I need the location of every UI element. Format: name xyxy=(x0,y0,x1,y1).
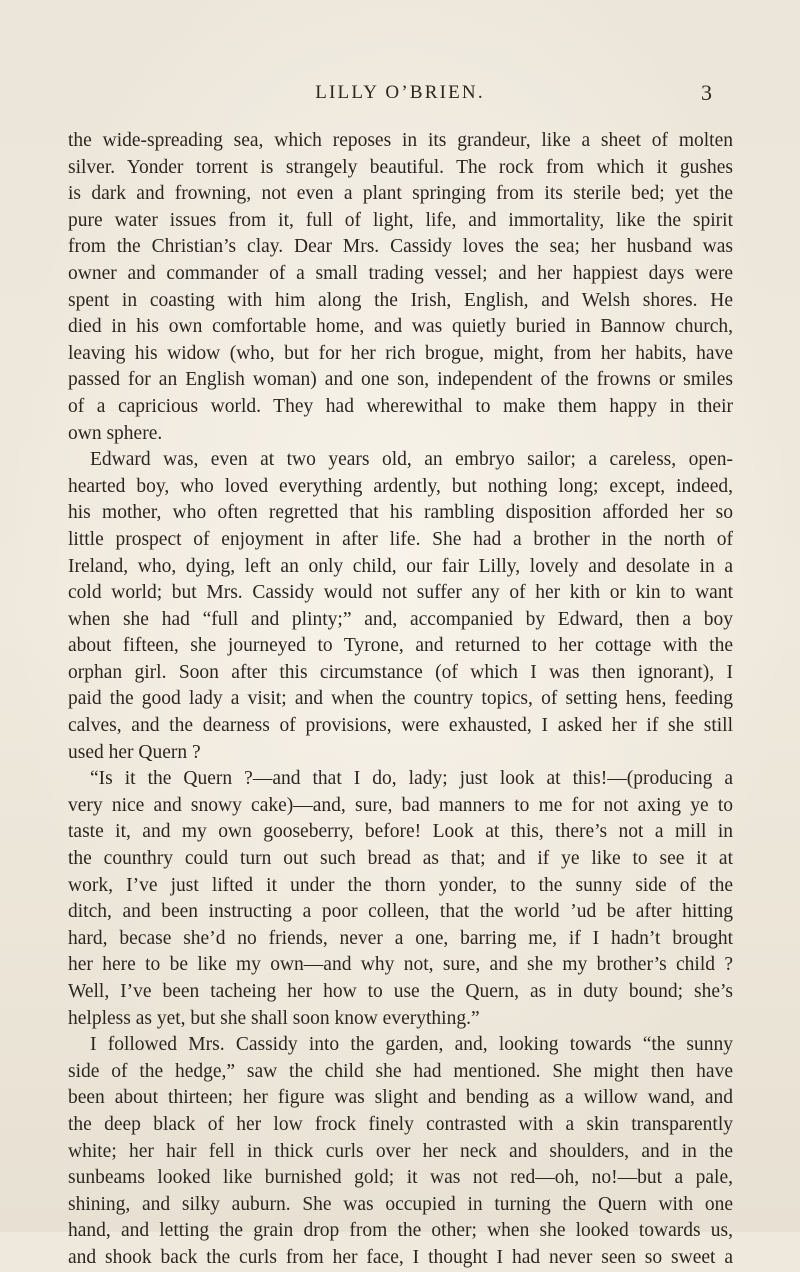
text-line: owner and commander of a small trading vessel; and her happiest days were xyxy=(68,262,733,284)
text-line: and shook back the curls from her face, I thought I had never seen so sweet a xyxy=(68,1246,733,1268)
text-line: the counthry could turn out such bread as that; and if ye like to see it at xyxy=(68,848,733,870)
text-line: about fifteen, she journeyed to Tyrone, and returned to her cottage with the xyxy=(68,635,733,657)
text-line: little prospect of enjoyment in after life. She had a brother in the north of xyxy=(68,528,733,550)
text-line: of a capricious world. They had wherewithal to make them happy in their xyxy=(68,395,733,417)
text-line: paid the good lady a visit; and when the country topics, of setting hens, feeding xyxy=(68,688,733,710)
body-text xyxy=(68,128,733,1272)
text-line: pure water issues from it, full of light, life, and immortality, like the spirit xyxy=(68,209,733,231)
running-title: LILLY O’BRIEN. xyxy=(315,82,485,103)
text-line: hand, and letting the grain drop from the other; when she looked towards us, xyxy=(68,1220,733,1242)
text-line: her here to be like my own—and why not, sure, and she my brother’s child ? xyxy=(68,954,733,976)
text-line: cold world; but Mrs. Cassidy would not suffer any of her kith or kin to want xyxy=(68,582,733,604)
text-line: Ireland, who, dying, left an only child, our fair Lilly, lovely and desolate in a xyxy=(68,555,733,577)
text-line: taste it, and my own gooseberry, before! Look at this, there’s not a mill in xyxy=(68,821,733,843)
text-line: hearted boy, who loved everything ardently, but nothing long; except, indeed, xyxy=(68,475,733,497)
text-line: from the Christian’s clay. Dear Mrs. Cassidy loves the sea; her husband was xyxy=(68,236,733,258)
text-line: the wide-spreading sea, which reposes in its grandeur, like a sheet of molten xyxy=(68,130,733,151)
text-line: work, I’ve just lifted it under the thorn yonder, to the sunny side of the xyxy=(68,874,733,896)
text-line: own sphere. xyxy=(68,422,163,444)
text-line: orphan girl. Soon after this circumstance (of which I was then ignorant), I xyxy=(68,661,733,683)
text-line: used her Quern ? xyxy=(68,741,201,763)
text-line: helpless as yet, but she shall soon know everything.” xyxy=(68,1007,480,1029)
text-line: shining, and silky auburn. She was occupied in turning the Quern with one xyxy=(68,1193,733,1215)
text-line: sunbeams looked like burnished gold; it was not red—oh, no!—but a pale, xyxy=(68,1167,733,1189)
page-number: 3 xyxy=(701,80,712,105)
text-line: very nice and snowy cake)—and, sure, bad manners to me for not axing ye to xyxy=(68,794,733,816)
text-line: I followed Mrs. Cassidy into the garden, and, looking towards “the sunny xyxy=(90,1034,733,1056)
text-line: the deep black of her low frock finely contrasted with a skin transparently xyxy=(68,1113,733,1135)
text-line: “Is it the Quern ?—and that I do, lady; just look at this!—(producing a xyxy=(90,768,733,790)
text-line: ditch, and been instructing a poor colleen, that the world ’ud be after hitting xyxy=(68,901,733,923)
text-line: when she had “full and plinty;” and, accompanied by Edward, then a boy xyxy=(68,608,733,630)
text-line: passed for an English woman) and one son, independent of the frowns or smiles xyxy=(68,369,733,391)
page-header xyxy=(70,80,730,112)
text-line: hard, becase she’d no friends, never a one, barring me, if I hadn’t brought xyxy=(68,927,733,949)
text-line: silver. Yonder torrent is strangely beautiful. The rock from which it gushes xyxy=(68,156,733,178)
text-line: calves, and the dearness of provisions, were exhausted, I asked her if she still xyxy=(68,715,733,737)
text-line: leaving his widow (who, but for her rich brogue, might, from her habits, have xyxy=(68,342,733,364)
text-line: white; her hair fell in thick curls over her neck and shoulders, and in the xyxy=(68,1140,733,1162)
text-line: side of the hedge,” saw the child she had mentioned. She might then have xyxy=(68,1060,733,1082)
text-line: Well, I’ve been tacheing her how to use the Quern, as in duty bound; she’s xyxy=(68,981,733,1002)
text-line: died in his own comfortable home, and was quietly buried in Bannow church, xyxy=(68,316,733,338)
text-line: his mother, who often regretted that his rambling disposition afforded her so xyxy=(68,502,733,524)
text-line: been about thirteen; her figure was slight and bending as a willow wand, and xyxy=(68,1087,733,1109)
text-line: Edward was, even at two years old, an embryo sailor; a careless, open- xyxy=(90,449,733,471)
text-line: spent in coasting with him along the Irish, English, and Welsh shores. He xyxy=(68,289,733,311)
text-line: is dark and frowning, not even a plant springing from its sterile bed; yet the xyxy=(68,183,733,205)
